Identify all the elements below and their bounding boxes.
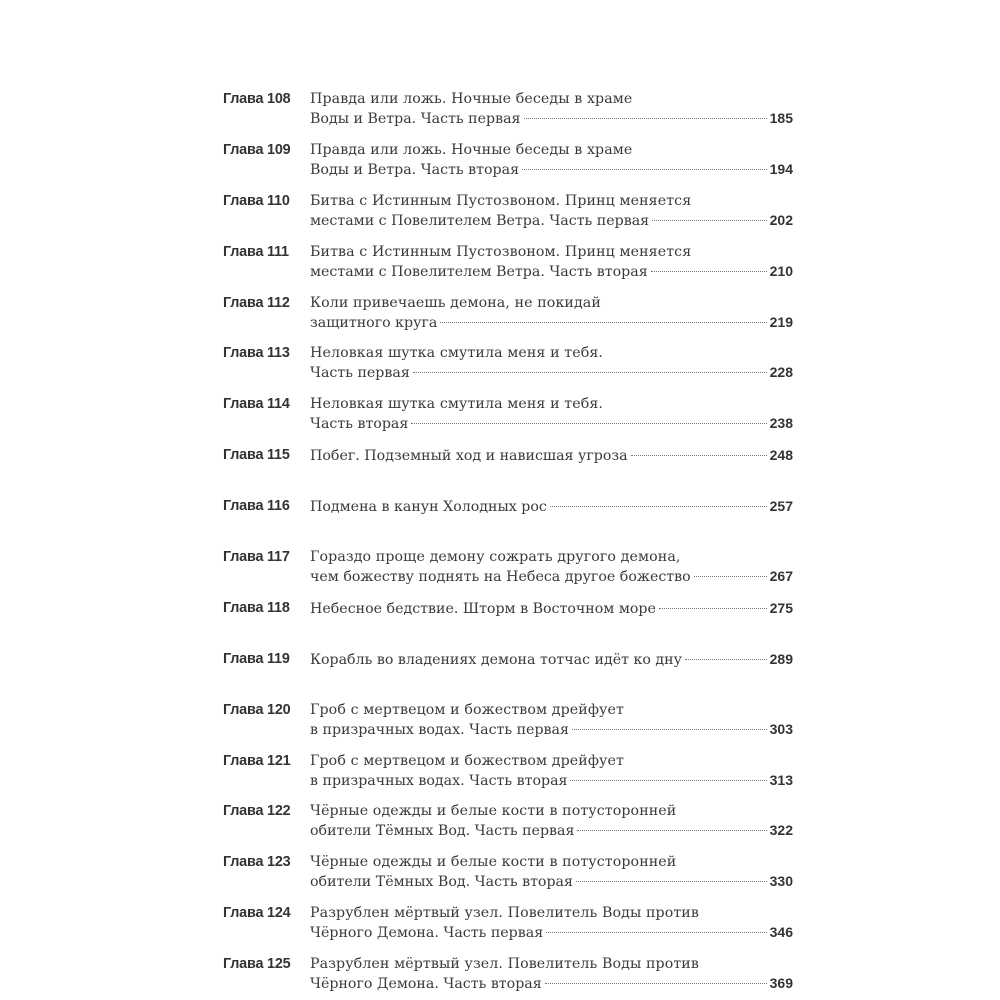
dot-leader	[685, 659, 767, 660]
toc-entry	[223, 294, 793, 345]
chapter-number: Глава 124	[223, 905, 291, 922]
page-number: 219	[769, 313, 793, 330]
chapter-title-line2: Корабль во владениях демона тотчас идёт ко дну	[310, 651, 682, 668]
dot-leader	[694, 576, 767, 577]
page-number: 238	[769, 415, 793, 432]
chapter-title-line1: Разрублен мёртвый узел. Повелитель Воды против	[310, 905, 699, 922]
toc-entry	[223, 90, 793, 141]
chapter-title	[310, 243, 793, 282]
page-number: 228	[769, 364, 793, 381]
chapter-number: Глава 115	[223, 447, 290, 464]
chapter-title-line1: Чёрные одежды и белые кости в потусторонней	[310, 854, 677, 871]
chapter-number: Глава 108	[223, 91, 291, 107]
chapter-number: Глава 120	[223, 701, 291, 718]
chapter-number: Глава 113	[223, 345, 290, 362]
dot-leader	[546, 932, 766, 933]
page-number: 289	[769, 650, 793, 667]
chapter-title-line2: обители Тёмных Вод. Часть первая	[310, 823, 575, 840]
chapter-number: Глава 112	[223, 294, 290, 311]
toc-entry	[223, 446, 793, 497]
dot-leader	[652, 220, 767, 221]
chapter-title	[310, 599, 793, 619]
chapter-number: Глава 122	[223, 803, 291, 820]
dot-leader	[411, 423, 766, 424]
page-number: 303	[769, 720, 793, 737]
toc-entry	[223, 141, 793, 192]
chapter-title-line2: Подмена в канун Холодных рос	[310, 499, 547, 516]
page-number: 185	[769, 110, 793, 126]
chapter-title-line2: местами с Повелителем Ветра. Часть первая	[310, 212, 650, 229]
dot-leader	[576, 881, 767, 882]
dot-leader	[659, 608, 767, 609]
dot-leader	[440, 322, 766, 323]
page-number: 346	[769, 924, 793, 941]
chapter-title-line1: Битва с Истинным Пустозвоном. Принц меняется	[310, 243, 692, 260]
page-number: 369	[769, 975, 793, 992]
toc-entry	[223, 344, 793, 395]
chapter-title-line2: Чёрного Демона. Часть вторая	[310, 976, 542, 993]
page-number: 257	[769, 498, 793, 515]
chapter-title	[310, 192, 793, 231]
table-of-contents	[223, 90, 793, 1000]
chapter-title-line1: Разрублен мёртвый узел. Повелитель Воды против	[310, 956, 699, 973]
chapter-number: Глава 114	[223, 396, 290, 413]
page-number: 194	[769, 160, 793, 177]
chapter-title	[310, 650, 793, 670]
dot-leader	[631, 455, 767, 456]
chapter-title-line2: Часть первая	[310, 365, 410, 382]
chapter-title	[310, 701, 793, 740]
dot-leader	[413, 372, 767, 373]
toc-entry	[223, 701, 793, 752]
page-number: 313	[769, 771, 793, 788]
toc-entry	[223, 599, 793, 650]
chapter-number: Глава 118	[223, 599, 290, 616]
dot-leader	[545, 983, 767, 984]
page-number: 322	[769, 822, 793, 839]
chapter-title	[310, 294, 793, 333]
chapter-title-line1: Чёрные одежды и белые кости в потусторонней	[310, 803, 677, 820]
page-number: 275	[769, 599, 793, 616]
page-number: 210	[769, 262, 793, 279]
chapter-title-line1: Неловкая шутка смутила меня и тебя.	[310, 396, 603, 413]
chapter-number: Глава 119	[223, 650, 290, 667]
toc-entry	[223, 243, 793, 294]
toc-entry	[223, 802, 793, 853]
chapter-title	[310, 497, 793, 517]
dot-leader	[577, 830, 766, 831]
page-number: 267	[769, 568, 793, 585]
chapter-title-line2: чем божеству поднять на Небеса другое божество	[310, 569, 691, 586]
chapter-title-line1: Неловкая шутка смутила меня и тебя.	[310, 345, 603, 362]
dot-leader	[651, 271, 767, 272]
chapter-title-line2: в призрачных водах. Часть первая	[310, 721, 569, 738]
chapter-number: Глава 123	[223, 854, 291, 871]
chapter-title-line1: Битва с Истинным Пустозвоном. Принц меняется	[310, 192, 692, 209]
chapter-number: Глава 116	[223, 498, 290, 515]
dot-leader	[570, 780, 766, 781]
chapter-number: Глава 121	[223, 752, 291, 769]
chapter-title	[310, 90, 793, 129]
chapter-number: Глава 125	[223, 956, 291, 973]
toc-entry	[223, 192, 793, 243]
chapter-title	[310, 802, 793, 841]
chapter-title-line2: Часть вторая	[310, 416, 409, 433]
chapter-title-line1: Правда или ложь. Ночные беседы в храме	[310, 141, 633, 158]
chapter-title	[310, 141, 793, 180]
chapter-number: Глава 109	[223, 141, 291, 158]
chapter-title	[310, 853, 793, 892]
chapter-title-line2: местами с Повелителем Ветра. Часть вторая	[310, 263, 648, 280]
chapter-title-line2: обители Тёмных Вод. Часть вторая	[310, 874, 573, 891]
toc-entry	[223, 395, 793, 446]
dot-leader	[550, 506, 767, 507]
chapter-number: Глава 111	[223, 243, 289, 260]
toc-entry	[223, 497, 793, 548]
chapter-title	[310, 752, 793, 791]
dot-leader	[522, 169, 767, 170]
chapter-number: Глава 110	[223, 192, 290, 209]
toc-entry	[223, 650, 793, 701]
chapter-title	[310, 395, 793, 434]
chapter-title-line1: Гроб с мертвецом и божеством дрейфует	[310, 701, 624, 718]
page-number: 202	[769, 211, 793, 228]
chapter-title	[310, 904, 793, 943]
chapter-title-line2: Небесное бедствие. Шторм в Восточном море	[310, 600, 656, 617]
toc-entry	[223, 955, 793, 1000]
chapter-title-line2: Побег. Подземный ход и нависшая угроза	[310, 448, 628, 465]
chapter-title	[310, 344, 793, 383]
chapter-title	[310, 446, 793, 466]
chapter-title	[310, 548, 793, 587]
chapter-title-line1: Правда или ложь. Ночные беседы в храме	[310, 91, 633, 107]
page-number: 248	[769, 447, 793, 464]
page-number: 330	[769, 873, 793, 890]
chapter-title-line2: Воды и Ветра. Часть вторая	[310, 161, 520, 178]
chapter-title	[310, 955, 793, 994]
toc-entry	[223, 853, 793, 904]
chapter-title-line1: Гроб с мертвецом и божеством дрейфует	[310, 752, 624, 769]
chapter-title-line2: Воды и Ветра. Часть первая	[310, 111, 521, 127]
toc-entry	[223, 752, 793, 803]
toc-entry	[223, 904, 793, 955]
chapter-title-line2: Чёрного Демона. Часть первая	[310, 925, 544, 942]
dot-leader	[524, 118, 767, 119]
dot-leader	[572, 729, 767, 730]
chapter-number: Глава 117	[223, 549, 290, 566]
chapter-title-line1: Гораздо проще демону сожрать другого демона,	[310, 549, 681, 566]
toc-entry	[223, 548, 793, 599]
chapter-title-line2: защитного круга	[310, 314, 438, 331]
chapter-title-line2: в призрачных водах. Часть вторая	[310, 772, 568, 789]
chapter-title-line1: Коли привечаешь демона, не покидай	[310, 294, 601, 311]
